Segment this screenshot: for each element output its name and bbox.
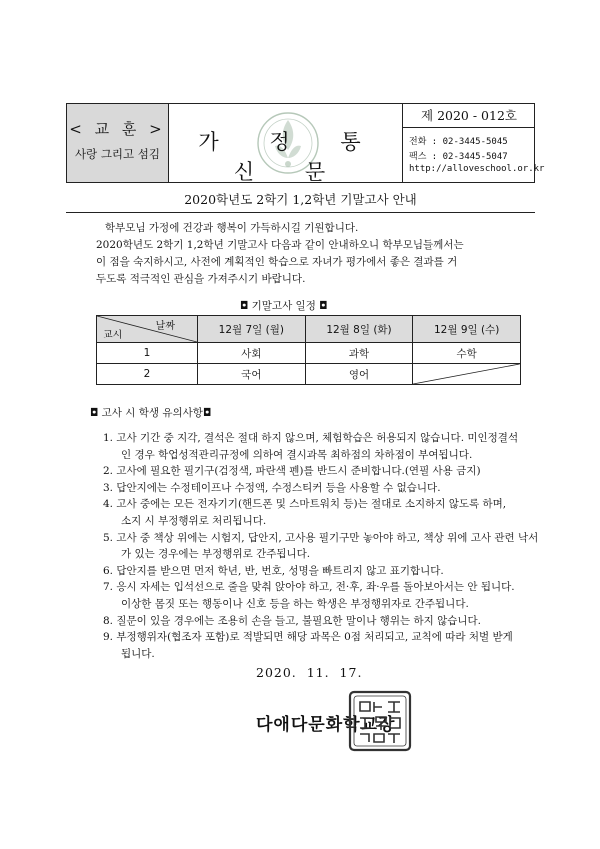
- issue-number: 제 2020 - 012호: [403, 104, 535, 128]
- newsletter-title: 가 정 통 신 문: [198, 130, 383, 184]
- subject-cell: 국어: [198, 364, 306, 385]
- intro-line-2: 2020학년도 2학기 1,2학년 기말고사 다음과 같이 안내하오니 학부모님들께서는: [96, 239, 464, 251]
- issue-info-box: [402, 104, 545, 182]
- school-motto-box: [67, 104, 169, 182]
- principal-signature: 다애다문화학교장: [256, 715, 396, 735]
- slash-divider: [413, 364, 520, 384]
- note-text: 9. 부정행위자(협조자 포함)로 적발되면 해당 과목은 0점 처리되고, 교칙에 따라 처벌 받게: [103, 631, 513, 644]
- list-item: [103, 463, 533, 480]
- table-row: [97, 343, 521, 364]
- table-corner-cell: [97, 316, 198, 343]
- intro-line-3: 이 점을 숙지하시고, 사전에 계획적인 학습으로 자녀가 평가에서 좋은 결과를 거: [96, 256, 458, 268]
- list-item: [103, 579, 533, 612]
- issue-date: 2020. 11. 17.: [256, 665, 363, 680]
- motto-title: < 교 훈 >: [69, 120, 166, 138]
- title-box: [169, 104, 401, 182]
- note-text: 8. 질문이 있을 경우에는 조용히 손을 들고, 불필요한 말이나 행위는 하지 않습니다.: [103, 614, 481, 627]
- subject-cell: 과학: [305, 343, 413, 364]
- corner-date-label: 날짜: [155, 321, 175, 332]
- period-cell: 1: [97, 343, 198, 364]
- table-header-row: [97, 316, 521, 343]
- schedule-heading: ◘ 기말고사 일정 ◘: [240, 300, 328, 312]
- date-header: 12월 7일 (월): [198, 316, 306, 343]
- note-text-cont: 가 있는 경우에는 부정행위로 간주됩니다.: [121, 548, 311, 561]
- list-item: [103, 563, 533, 580]
- motto-text: 사랑 그리고 섬김: [74, 147, 161, 161]
- subject-cell: 영어: [305, 364, 413, 385]
- fax-number: 팩스 : 02-3445-5047: [409, 152, 508, 162]
- date-header: 12월 8일 (화): [305, 316, 413, 343]
- subject-cell: 수학: [413, 343, 521, 364]
- note-text-cont: 인 경우 학업성적관리규정에 의하여 결시과목 최하점의 차하점이 부여됩니다.: [121, 448, 473, 461]
- list-item: [103, 530, 539, 563]
- website-link[interactable]: http://alloveschool.or.kr: [409, 164, 545, 174]
- subject-cell: 사회: [198, 343, 306, 364]
- table-row: [97, 364, 521, 385]
- newsletter-header: [66, 103, 545, 184]
- empty-slashed-cell: [413, 364, 521, 385]
- intro-line-1: 학부모님 가정에 건강과 행복이 가득하시길 기원합니다.: [105, 222, 359, 234]
- note-text: 3. 답안지에는 수정테이프나 수정액, 수정스티커 등을 사용할 수 없습니다.: [103, 481, 441, 494]
- note-text-cont: 됩니다.: [121, 647, 155, 660]
- note-text: 6. 답안지를 받으면 먼저 학년, 반, 번호, 성명을 빠트리지 않고 표기합니다.: [103, 564, 444, 577]
- note-text-cont: 소지 시 부정행위로 처리됩니다.: [121, 514, 267, 527]
- note-text: 5. 고사 중 책상 위에는 시험지, 답안지, 고사용 필기구만 놓아야 하고, 책상 위에 고사 관련 낙서: [103, 531, 539, 544]
- note-text: 4. 고사 중에는 모든 전자기기(핸드폰 및 스마트워치 등)는 절대로 소지하지 않도록 하며,: [103, 498, 507, 511]
- official-seal-icon: [348, 690, 412, 752]
- phone-number: 전화 : 02-3445-5045: [409, 137, 508, 147]
- exam-schedule-table: [96, 315, 521, 385]
- note-text-cont: 이상한 몸짓 또는 행동이나 신호 등을 하는 학생은 부정행위자로 간주됩니다.: [121, 597, 469, 610]
- list-item: [103, 480, 533, 497]
- title-divider: [66, 212, 535, 213]
- period-cell: 2: [97, 364, 198, 385]
- list-item: [103, 613, 533, 630]
- document-title: 2020학년도 2학기 1,2학년 기말고사 안내: [184, 192, 417, 207]
- corner-period-label: 교시: [103, 330, 123, 341]
- note-text: 7. 응시 자세는 입석선으로 줄을 맞춰 앉아야 하고, 전·후, 좌·우를 돌아보아서는 안 됩니다.: [103, 581, 515, 594]
- note-text: 1. 고사 기간 중 지각, 결석은 절대 하지 않으며, 체험학습은 허용되지 않습니다. 미인정결석: [103, 432, 519, 444]
- date-header: 12월 9일 (수): [413, 316, 521, 343]
- list-item: [103, 430, 533, 463]
- notes-list: [103, 430, 539, 662]
- notes-heading: ◘ 고사 시 학생 유의사항◘: [90, 407, 212, 419]
- note-text: 2. 고사에 필요한 필기구(검정색, 파란색 펜)를 반드시 준비합니다.(연필 사용 금지): [103, 465, 481, 478]
- list-item: [103, 496, 533, 529]
- list-item: [103, 629, 533, 662]
- intro-line-4: 두도록 적극적인 관심을 가져주시기 바랍니다.: [96, 273, 306, 285]
